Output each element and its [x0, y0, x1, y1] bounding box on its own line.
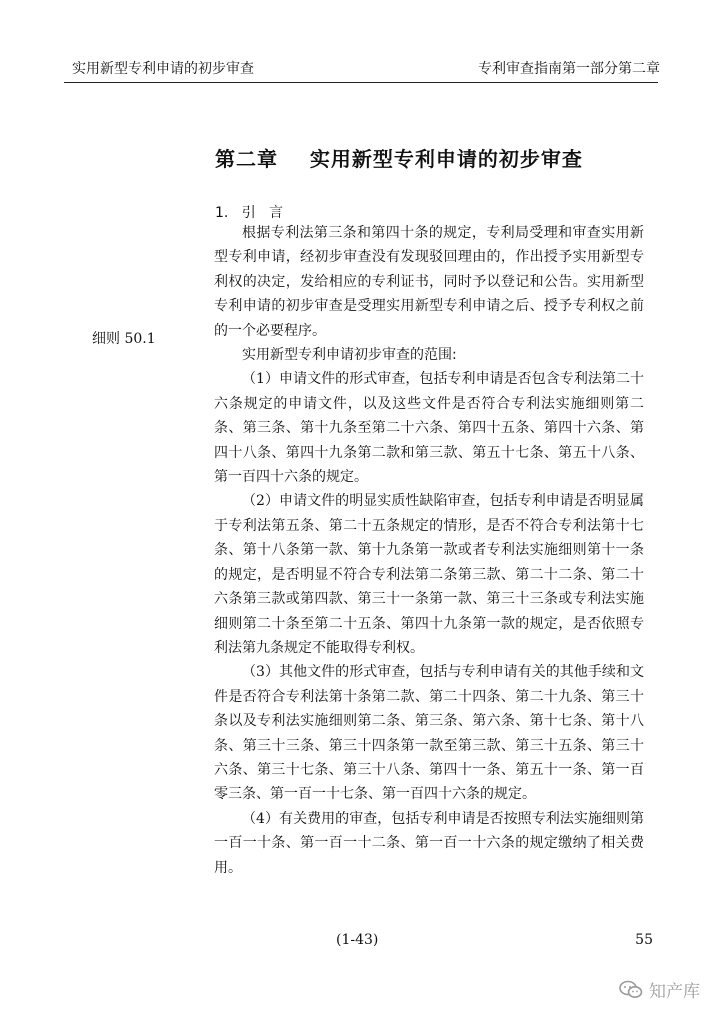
paragraph-scope-heading: 实用新型专利申请初步审查的范围:: [242, 347, 457, 364]
paragraph-item-1: （1）申请文件的形式审查，包括专利申请是否包含专利法第二十六条规定的申请文件，以及这些文件是否符合专利法实施细则第二条、第三条、第十九条至第二十六条、第四十五条、第四十六条、第四十八条、第四十九条第二款和第三款、第五十七条、第五十八条、第一百四十六条的规定。: [214, 371, 644, 486]
paragraph-item-3: （3）其他文件的形式审查，包括与专利申请有关的其他手续和文件是否符合专利法第十条第二款、第二十四条、第二十九条、第三十条以及专利法实施细则第二条、第三条、第六条、第十七条、第十八条、第三十三条、第三十四条第一款至第三款、第三十五条、第三十六条、第三十七条、第三十八条、第四十一条、第五十一条、第一百零三条、第一百一十七条、第一百四十六条的规定。: [214, 664, 644, 803]
paragraph-item-4: （4）有关费用的审查，包括专利申请是否按照专利法实施细则第一百一十条、第一百一十二条、第一百一十六条的规定缴纳了相关费用。: [214, 810, 644, 876]
chapter-title: 第二章 实用新型专利申请的初步审查: [215, 147, 583, 171]
body-text: [214, 221, 644, 880]
margin-note: 细则 50.1: [92, 331, 156, 347]
watermark-text: 知产库: [649, 982, 700, 1002]
section-heading: 1. 引 言: [215, 205, 284, 221]
running-header-right: 专利审查指南第一部分第二章: [478, 61, 660, 77]
section-page-ref: (1-43): [336, 932, 379, 948]
wechat-icon: [619, 980, 643, 1000]
watermark: [619, 977, 700, 1002]
paragraph-intro: 根据专利法第三条和第四十条的规定，专利局受理和审查实用新型专利申请，经初步审查没有发现驳回理由的，作出授予实用新型专利权的决定，发给相应的专利证书，同时予以登记和公告。实用新型专利申请的初步审查是受理实用新型专利申请之后、授予专利权之前的一个必要程序。: [214, 225, 644, 339]
page-number: 55: [635, 932, 653, 948]
paragraph-item-2: （2）申请文件的明显实质性缺陷审查，包括专利申请是否明显属于专利法第五条、第二十五条规定的情形，是否不符合专利法第十七条、第十八条第一款、第十九条第一款或者专利法实施细则第十一条的规定，是否明显不符合专利法第二条第三款、第二十二条、第二十六条第三款或第四款、第三十一条第一款、第三十三条或专利法实施细则第二十条至第二十五条、第四十九条第一款的规定，是否依照专利法第九条规定不能取得专利权。: [214, 493, 644, 656]
running-header-left: 实用新型专利申请的初步审查: [72, 61, 254, 77]
header-divider: [64, 82, 658, 83]
